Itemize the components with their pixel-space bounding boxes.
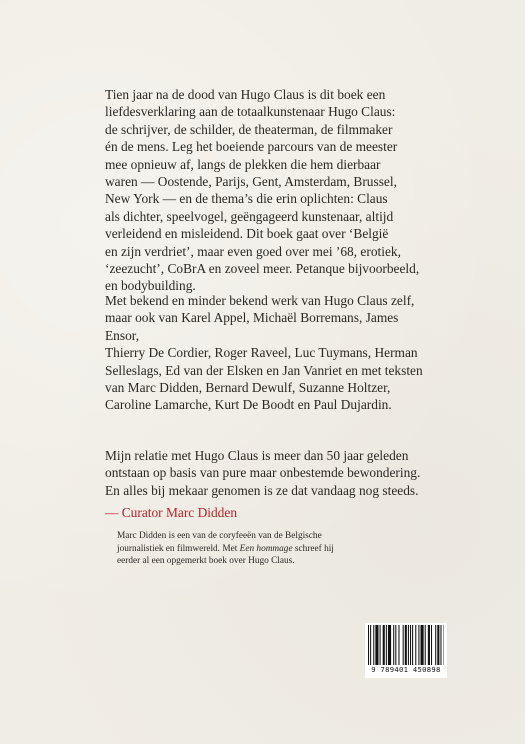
text-line: Selleslags, Ed van der Elsken en Jan Vanriet en met teksten [105,362,423,378]
intro-paragraph [105,86,425,295]
isbn-barcode [365,623,447,678]
text-line: mee opnieuw af, langs de plekken die hem dierbaar [105,156,381,172]
text-line: van Marc Didden, Bernard Dewulf, Suzanne Holtzer, [105,380,391,396]
quote-attribution: — Curator Marc Didden [105,505,238,520]
text-line: de schrijver, de schilder, de theaterman, de filmmaker [105,121,393,137]
curator-bio [117,530,357,568]
text-line: én de mens. Leg het boeiende parcours van de meester [105,139,398,155]
text-line: liefdesverklaring aan de totaalkunstenaar Hugo Claus: [105,104,396,120]
text-line: ontstaan op basis van pure maar onbestemde bewondering. [105,465,421,481]
isbn-number: 9 789401 450898 [371,665,441,674]
barcode-bars [368,625,444,665]
contributors-paragraph [105,292,425,414]
text-line: eerder al een opgemerkt boek over Hugo Claus. [117,556,295,567]
text-line: Met bekend en minder bekend werk van Hugo Claus zelf, [105,293,415,308]
curator-quote [105,447,425,499]
bio-text: journalistiek en filmwereld. Met [117,543,240,554]
text-line: Mijn relatie met Hugo Claus is meer dan 50 jaar geleden [105,448,409,463]
text-line [117,543,357,556]
text-line: En alles bij mekaar genomen is ze dat vandaag nog steeds. [105,482,419,498]
text-line: ‘zeezucht’, CoBrA en zoveel meer. Petanque bijvoorbeeld, [105,261,420,277]
text-line: en zijn verdriet’, maar even goed over mei ’68, erotiek, [105,243,401,259]
text-line: New York — en de thema’s die erin oplichten: Claus [105,191,388,207]
book-title: Een hommage [239,543,293,554]
text-line: Thierry De Cordier, Roger Raveel, Luc Tuymans, Herman [105,345,418,361]
text-line: Tien jaar na de dood van Hugo Claus is dit boek een [105,87,386,102]
text-line: waren — Oostende, Parijs, Gent, Amsterdam, Brussel, [105,174,397,190]
text-line: als dichter, speelvogel, geëngageerd kunstenaar, altijd [105,208,394,224]
text-line: maar ook van Karel Appel, Michaël Borremans, James Ensor, [105,310,399,343]
text-line: en bodybuilding. [105,278,196,294]
text-line: Caroline Lamarche, Kurt De Boodt en Paul Dujardin. [105,397,392,413]
text-line: verleidend en misleidend. Dit boek gaat over ‘België [105,226,389,242]
text-line: Marc Didden is een van de coryfeeën van de Belgische [117,531,322,541]
bio-text: schreef hij [292,543,334,554]
